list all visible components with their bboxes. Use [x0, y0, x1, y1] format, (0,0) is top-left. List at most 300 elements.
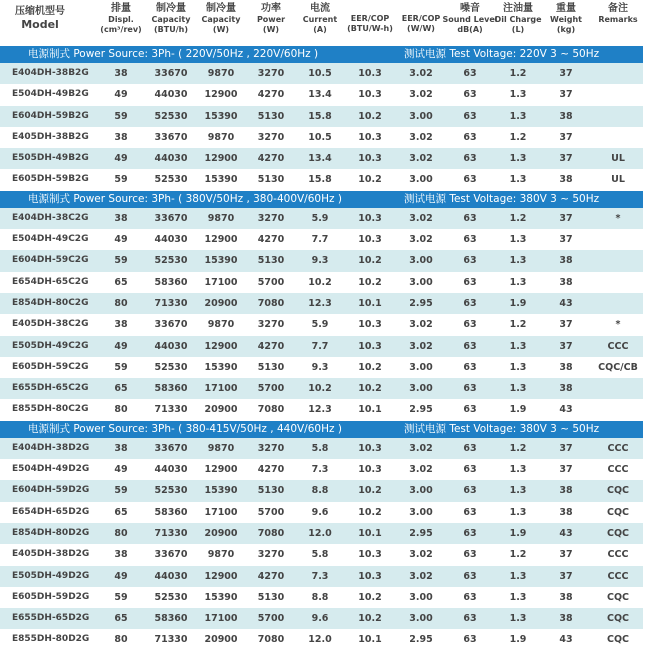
cell-capacity-w: 9870 [207, 131, 235, 143]
cell-current: 13.4 [308, 89, 332, 101]
cell-cop: 3.00 [409, 506, 433, 518]
cell-displacement: 59 [114, 174, 128, 186]
cell-capacity-btu: 52530 [154, 485, 188, 497]
header-unit: (BTU/h) [154, 25, 188, 34]
cell-eer: 10.3 [358, 234, 382, 246]
cell-weight: 38 [559, 591, 573, 603]
cell-displacement: 49 [114, 89, 128, 101]
cell-weight: 43 [559, 527, 573, 539]
cell-capacity-btu: 44030 [154, 89, 188, 101]
header-zh: 排量 [111, 3, 131, 14]
cell-current: 5.8 [311, 549, 329, 561]
cell-oil-charge: 1.3 [509, 613, 527, 625]
table-row [0, 459, 643, 480]
cell-model: E854DH-80C2G [12, 297, 89, 308]
cell-capacity-btu: 52530 [154, 110, 188, 122]
cell-displacement: 38 [114, 442, 128, 454]
cell-eer: 10.2 [358, 485, 382, 497]
cell-remarks: CCC [607, 442, 629, 454]
cell-capacity-btu: 52530 [154, 361, 188, 373]
header-unit: (BTU/W-h) [347, 24, 393, 33]
cell-current: 9.6 [311, 506, 329, 518]
cell-capacity-w: 12900 [204, 234, 238, 246]
cell-displacement: 80 [114, 297, 128, 309]
cell-oil-charge: 1.3 [509, 361, 527, 373]
cell-displacement: 38 [114, 131, 128, 143]
cell-weight: 37 [559, 153, 573, 165]
cell-oil-charge: 1.3 [509, 383, 527, 395]
header-zh: 制冷量 [155, 3, 186, 14]
header-en: Power [256, 15, 286, 24]
table-row [0, 399, 643, 420]
cell-eer: 10.1 [358, 297, 382, 309]
cell-cop: 2.95 [409, 634, 433, 646]
table-row [0, 106, 643, 127]
cell-oil-charge: 1.3 [509, 234, 527, 246]
cell-weight: 38 [559, 276, 573, 288]
cell-eer: 10.1 [358, 634, 382, 646]
table-row [0, 229, 643, 250]
cell-cop: 3.02 [409, 153, 433, 165]
cell-power: 3270 [257, 68, 285, 79]
table-row [0, 566, 643, 587]
power-source-label: 电源制式 Power Source: 3Ph- ( 380-415V/50Hz , 440V/60Hz ) [28, 422, 342, 435]
cell-capacity-w: 12900 [204, 464, 238, 476]
cell-eer: 10.2 [358, 361, 382, 373]
header-en: Weight [550, 15, 582, 24]
cell-model: E405DH-38B2G [12, 131, 89, 142]
table-row [0, 438, 643, 459]
header-en: Current [302, 15, 338, 24]
table-row [0, 357, 643, 378]
cell-eer: 10.3 [358, 131, 382, 143]
cell-cop: 3.02 [409, 319, 433, 331]
cell-capacity-w: 9870 [207, 68, 235, 79]
cell-remarks: CCC [607, 464, 629, 476]
cell-cop: 2.95 [409, 527, 433, 539]
cell-displacement: 59 [114, 485, 128, 497]
cell-capacity-w: 15390 [204, 255, 238, 267]
table-row [0, 587, 643, 608]
cell-displacement: 38 [114, 549, 128, 561]
cell-oil-charge: 1.3 [509, 464, 527, 476]
cell-cop: 3.02 [409, 340, 433, 352]
cell-weight: 38 [559, 174, 573, 186]
cell-capacity-btu: 44030 [154, 153, 188, 165]
cell-model: E654DH-65D2G [12, 506, 90, 517]
cell-weight: 38 [559, 255, 573, 267]
cell-displacement: 49 [114, 340, 128, 352]
header-unit: (L) [511, 25, 525, 34]
cell-oil-charge: 1.3 [509, 340, 527, 352]
cell-weight: 43 [559, 297, 573, 309]
cell-capacity-w: 20900 [204, 527, 238, 539]
cell-oil-charge: 1.9 [509, 527, 527, 539]
cell-weight: 38 [559, 361, 573, 373]
header-zh: 功率 [261, 3, 281, 14]
cell-displacement: 49 [114, 464, 128, 476]
power-source-band [0, 421, 643, 438]
cell-sound-level: 63 [463, 634, 477, 646]
cell-model: E504DH-49C2G [12, 234, 89, 245]
cell-power: 5700 [257, 383, 285, 395]
test-voltage-label: 测试电源 Test Voltage: 380V 3 ~ 50Hz [404, 192, 600, 205]
cell-current: 9.3 [311, 255, 329, 267]
cell-oil-charge: 1.9 [509, 404, 527, 416]
cell-capacity-btu: 52530 [154, 591, 188, 603]
cell-eer: 10.2 [358, 174, 382, 186]
cell-eer: 10.2 [358, 506, 382, 518]
header-en: Capacity [201, 15, 241, 24]
table-row [0, 63, 643, 84]
cell-current: 5.9 [311, 319, 329, 331]
header-zh: 压缩机型号 [15, 6, 65, 17]
cell-capacity-btu: 33670 [154, 549, 188, 561]
cell-remarks: CQC [606, 634, 630, 646]
cell-eer: 10.3 [358, 68, 382, 79]
cell-eer: 10.3 [358, 212, 382, 224]
cell-model: E505DH-49C2G [12, 340, 89, 351]
cell-capacity-btu: 71330 [154, 634, 188, 646]
cell-capacity-btu: 33670 [154, 319, 188, 331]
cell-weight: 37 [559, 570, 573, 582]
header-unit: (kg) [556, 25, 576, 34]
cell-model: E855DH-80C2G [12, 404, 89, 415]
cell-model: E405DH-38C2G [12, 319, 89, 330]
cell-capacity-w: 12900 [204, 340, 238, 352]
cell-displacement: 80 [114, 634, 128, 646]
cell-sound-level: 63 [463, 110, 477, 122]
cell-capacity-w: 17100 [204, 613, 238, 625]
cell-remarks: UL [611, 174, 625, 186]
cell-current: 7.7 [311, 234, 329, 246]
cell-sound-level: 63 [463, 404, 477, 416]
cell-displacement: 49 [114, 570, 128, 582]
cell-remarks: CQC [606, 591, 630, 603]
cell-remarks: CQC [606, 527, 630, 539]
cell-power: 3270 [257, 442, 285, 454]
header-unit: (W) [262, 25, 280, 34]
cell-capacity-w: 15390 [204, 591, 238, 603]
cell-power: 7080 [257, 297, 285, 309]
cell-cop: 3.02 [409, 89, 433, 101]
cell-power: 4270 [257, 153, 285, 165]
cell-capacity-btu: 71330 [154, 404, 188, 416]
cell-capacity-w: 12900 [204, 89, 238, 101]
table-body [0, 46, 643, 651]
table-row [0, 169, 643, 190]
header-zh: 噪音 [459, 3, 480, 14]
cell-cop: 3.02 [409, 131, 433, 143]
cell-capacity-w: 15390 [204, 361, 238, 373]
cell-sound-level: 63 [463, 464, 477, 476]
cell-oil-charge: 1.3 [509, 153, 527, 165]
cell-cop: 3.02 [409, 212, 433, 224]
cell-cop: 2.95 [409, 297, 433, 309]
table-row [0, 148, 643, 169]
cell-model: E404DH-38B2G [12, 68, 89, 78]
cell-remarks: * [615, 212, 621, 224]
cell-displacement: 49 [114, 234, 128, 246]
cell-weight: 38 [559, 110, 573, 122]
header-en: Remarks [598, 15, 638, 24]
cell-current: 9.6 [311, 613, 329, 625]
cell-power: 4270 [257, 570, 285, 582]
cell-displacement: 65 [114, 506, 128, 518]
cell-sound-level: 63 [463, 68, 477, 79]
cell-capacity-btu: 52530 [154, 174, 188, 186]
cell-eer: 10.3 [358, 464, 382, 476]
header-zh: 注油量 [502, 3, 533, 14]
cell-power: 5130 [257, 361, 285, 373]
cell-current: 12.3 [308, 297, 332, 309]
cell-eer: 10.3 [358, 153, 382, 165]
cell-model: E605DH-59D2G [12, 591, 90, 602]
power-source-label: 电源制式 Power Source: 3Ph- ( 220V/50Hz , 220V/60Hz ) [28, 48, 319, 60]
header-model [15, 6, 65, 31]
cell-capacity-btu: 71330 [154, 527, 188, 539]
cell-weight: 37 [559, 319, 573, 331]
cell-oil-charge: 1.3 [509, 506, 527, 518]
cell-displacement: 65 [114, 613, 128, 625]
cell-cop: 3.02 [409, 549, 433, 561]
cell-cop: 3.00 [409, 110, 433, 122]
cell-current: 9.3 [311, 361, 329, 373]
header-en: EER/COP [401, 14, 441, 23]
cell-model: E604DH-59B2G [12, 110, 89, 121]
cell-model: E605DH-59B2G [12, 174, 89, 185]
cell-capacity-btu: 44030 [154, 464, 188, 476]
cell-eer: 10.3 [358, 570, 382, 582]
cell-power: 4270 [257, 464, 285, 476]
cell-capacity-btu: 33670 [154, 68, 188, 79]
cell-sound-level: 63 [463, 383, 477, 395]
header-en: Displ. [108, 15, 134, 24]
cell-eer: 10.2 [358, 110, 382, 122]
cell-remarks: CCC [607, 570, 629, 582]
header-zh: 备注 [607, 3, 628, 14]
cell-power: 5130 [257, 110, 285, 122]
cell-weight: 38 [559, 506, 573, 518]
header-eer [347, 14, 393, 34]
cell-capacity-w: 15390 [204, 174, 238, 186]
cell-power: 5130 [257, 255, 285, 267]
cell-oil-charge: 1.2 [509, 319, 527, 331]
cell-oil-charge: 1.9 [509, 634, 527, 646]
cell-eer: 10.2 [358, 255, 382, 267]
table-header [0, 0, 643, 46]
cell-remarks: CQC [606, 613, 630, 625]
cell-oil-charge: 1.2 [509, 68, 527, 79]
cell-eer: 10.2 [358, 591, 382, 603]
cell-displacement: 59 [114, 255, 128, 267]
cell-sound-level: 63 [463, 527, 477, 539]
cell-sound-level: 63 [463, 234, 477, 246]
cell-current: 10.2 [308, 383, 332, 395]
table-row [0, 293, 643, 314]
cell-power: 5130 [257, 485, 285, 497]
cell-oil-charge: 1.3 [509, 485, 527, 497]
cell-displacement: 59 [114, 361, 128, 373]
cell-displacement: 38 [114, 212, 128, 224]
cell-capacity-w: 9870 [207, 319, 235, 331]
table-row [0, 208, 643, 229]
cell-oil-charge: 1.3 [509, 591, 527, 603]
table-row [0, 608, 643, 629]
cell-current: 8.8 [311, 591, 329, 603]
cell-current: 13.4 [308, 153, 332, 165]
cell-current: 15.8 [308, 174, 332, 186]
table-row [0, 272, 643, 293]
table-row [0, 250, 643, 271]
cell-displacement: 49 [114, 153, 128, 165]
table-row [0, 502, 643, 523]
cell-displacement: 59 [114, 110, 128, 122]
cell-power: 5700 [257, 506, 285, 518]
cell-current: 12.0 [308, 527, 332, 539]
cell-model: E504DH-49D2G [12, 464, 90, 475]
cell-oil-charge: 1.2 [509, 212, 527, 224]
header-sound-level [442, 3, 497, 35]
header-unit: (cm³/rev) [100, 25, 142, 34]
cell-cop: 3.02 [409, 234, 433, 246]
cell-eer: 10.3 [358, 340, 382, 352]
cell-cop: 2.95 [409, 404, 433, 416]
cell-current: 12.0 [308, 634, 332, 646]
cell-model: E654DH-65C2G [12, 276, 89, 287]
cell-sound-level: 63 [463, 131, 477, 143]
cell-capacity-w: 12900 [204, 570, 238, 582]
cell-cop: 3.02 [409, 68, 433, 79]
cell-power: 3270 [257, 319, 285, 331]
cell-model: E604DH-59D2G [12, 485, 90, 496]
cell-sound-level: 63 [463, 613, 477, 625]
cell-eer: 10.2 [358, 613, 382, 625]
header-zh: 制冷量 [205, 3, 236, 14]
cell-capacity-btu: 58360 [154, 613, 188, 625]
cell-model: E854DH-80D2G [12, 527, 90, 538]
cell-model: E605DH-59C2G [12, 361, 89, 372]
header-power [257, 3, 285, 35]
cell-model: E504DH-49B2G [12, 89, 89, 100]
cell-current: 5.8 [311, 442, 329, 454]
cell-weight: 43 [559, 634, 573, 646]
cell-cop: 3.02 [409, 570, 433, 582]
cell-sound-level: 63 [463, 212, 477, 224]
header-en: Oil Charge [494, 15, 542, 24]
cell-capacity-btu: 44030 [154, 570, 188, 582]
header-unit: (A) [313, 25, 327, 34]
cell-weight: 37 [559, 212, 573, 224]
cell-capacity-w: 20900 [204, 297, 238, 309]
cell-model: E855DH-80D2G [12, 634, 90, 645]
cell-capacity-w: 17100 [204, 276, 238, 288]
header-unit: (W/W) [407, 24, 435, 33]
cell-oil-charge: 1.3 [509, 255, 527, 267]
cell-eer: 10.3 [358, 319, 382, 331]
header-unit: (W) [212, 25, 230, 34]
header-capacity-btu [152, 3, 191, 35]
cell-power: 5700 [257, 613, 285, 625]
cell-eer: 10.1 [358, 404, 382, 416]
cell-capacity-w: 9870 [207, 549, 235, 561]
cell-remarks: CQC [606, 485, 630, 497]
table-row [0, 314, 643, 335]
table-row [0, 544, 643, 565]
cell-capacity-btu: 33670 [154, 442, 188, 454]
cell-sound-level: 63 [463, 255, 477, 267]
cell-current: 15.8 [308, 110, 332, 122]
cell-oil-charge: 1.2 [509, 131, 527, 143]
cell-displacement: 65 [114, 276, 128, 288]
cell-weight: 37 [559, 234, 573, 246]
cell-current: 5.9 [311, 212, 329, 224]
cell-power: 5130 [257, 591, 285, 603]
cell-cop: 3.02 [409, 464, 433, 476]
cell-cop: 3.00 [409, 276, 433, 288]
table-row [0, 127, 643, 148]
cell-capacity-btu: 33670 [154, 131, 188, 143]
cell-weight: 43 [559, 404, 573, 416]
cell-displacement: 80 [114, 527, 128, 539]
cell-capacity-w: 20900 [204, 404, 238, 416]
cell-power: 5130 [257, 174, 285, 186]
cell-sound-level: 63 [463, 174, 477, 186]
cell-oil-charge: 1.9 [509, 297, 527, 309]
test-voltage-label: 测试电源 Test Voltage: 220V 3 ~ 50Hz [404, 48, 600, 60]
cell-model: E655DH-65D2G [12, 613, 90, 624]
cell-eer: 10.2 [358, 276, 382, 288]
cell-capacity-btu: 33670 [154, 212, 188, 224]
table-row [0, 378, 643, 399]
cell-eer: 10.2 [358, 383, 382, 395]
header-en: Sound Level [442, 15, 498, 24]
header-remarks [598, 3, 637, 25]
header-displacement [100, 3, 141, 35]
cell-power: 5700 [257, 276, 285, 288]
cell-sound-level: 63 [463, 591, 477, 603]
cell-capacity-btu: 71330 [154, 297, 188, 309]
cell-weight: 37 [559, 464, 573, 476]
cell-cop: 3.00 [409, 174, 433, 186]
cell-capacity-btu: 58360 [154, 506, 188, 518]
cell-current: 10.2 [308, 276, 332, 288]
cell-power: 7080 [257, 404, 285, 416]
cell-current: 12.3 [308, 404, 332, 416]
cell-sound-level: 63 [463, 319, 477, 331]
test-voltage-label: 测试电源 Test Voltage: 380V 3 ~ 50Hz [404, 422, 600, 435]
cell-oil-charge: 1.2 [509, 442, 527, 454]
cell-model: E404DH-38D2G [12, 442, 90, 453]
cell-power: 4270 [257, 89, 285, 101]
table-row [0, 523, 643, 544]
cell-model: E505DH-49D2G [12, 570, 90, 581]
cell-model: E405DH-38D2G [12, 549, 90, 560]
cell-weight: 37 [559, 89, 573, 101]
cell-model: E505DH-49B2G [12, 153, 89, 164]
cell-eer: 10.3 [358, 549, 382, 561]
cell-current: 7.3 [311, 570, 329, 582]
cell-remarks: CQC [606, 506, 630, 518]
cell-power: 3270 [257, 131, 285, 143]
cell-weight: 37 [559, 68, 573, 79]
cell-current: 8.8 [311, 485, 329, 497]
cell-remarks: CCC [607, 549, 629, 561]
cell-sound-level: 63 [463, 361, 477, 373]
cell-sound-level: 63 [463, 442, 477, 454]
cell-capacity-btu: 44030 [154, 340, 188, 352]
cell-weight: 38 [559, 383, 573, 395]
